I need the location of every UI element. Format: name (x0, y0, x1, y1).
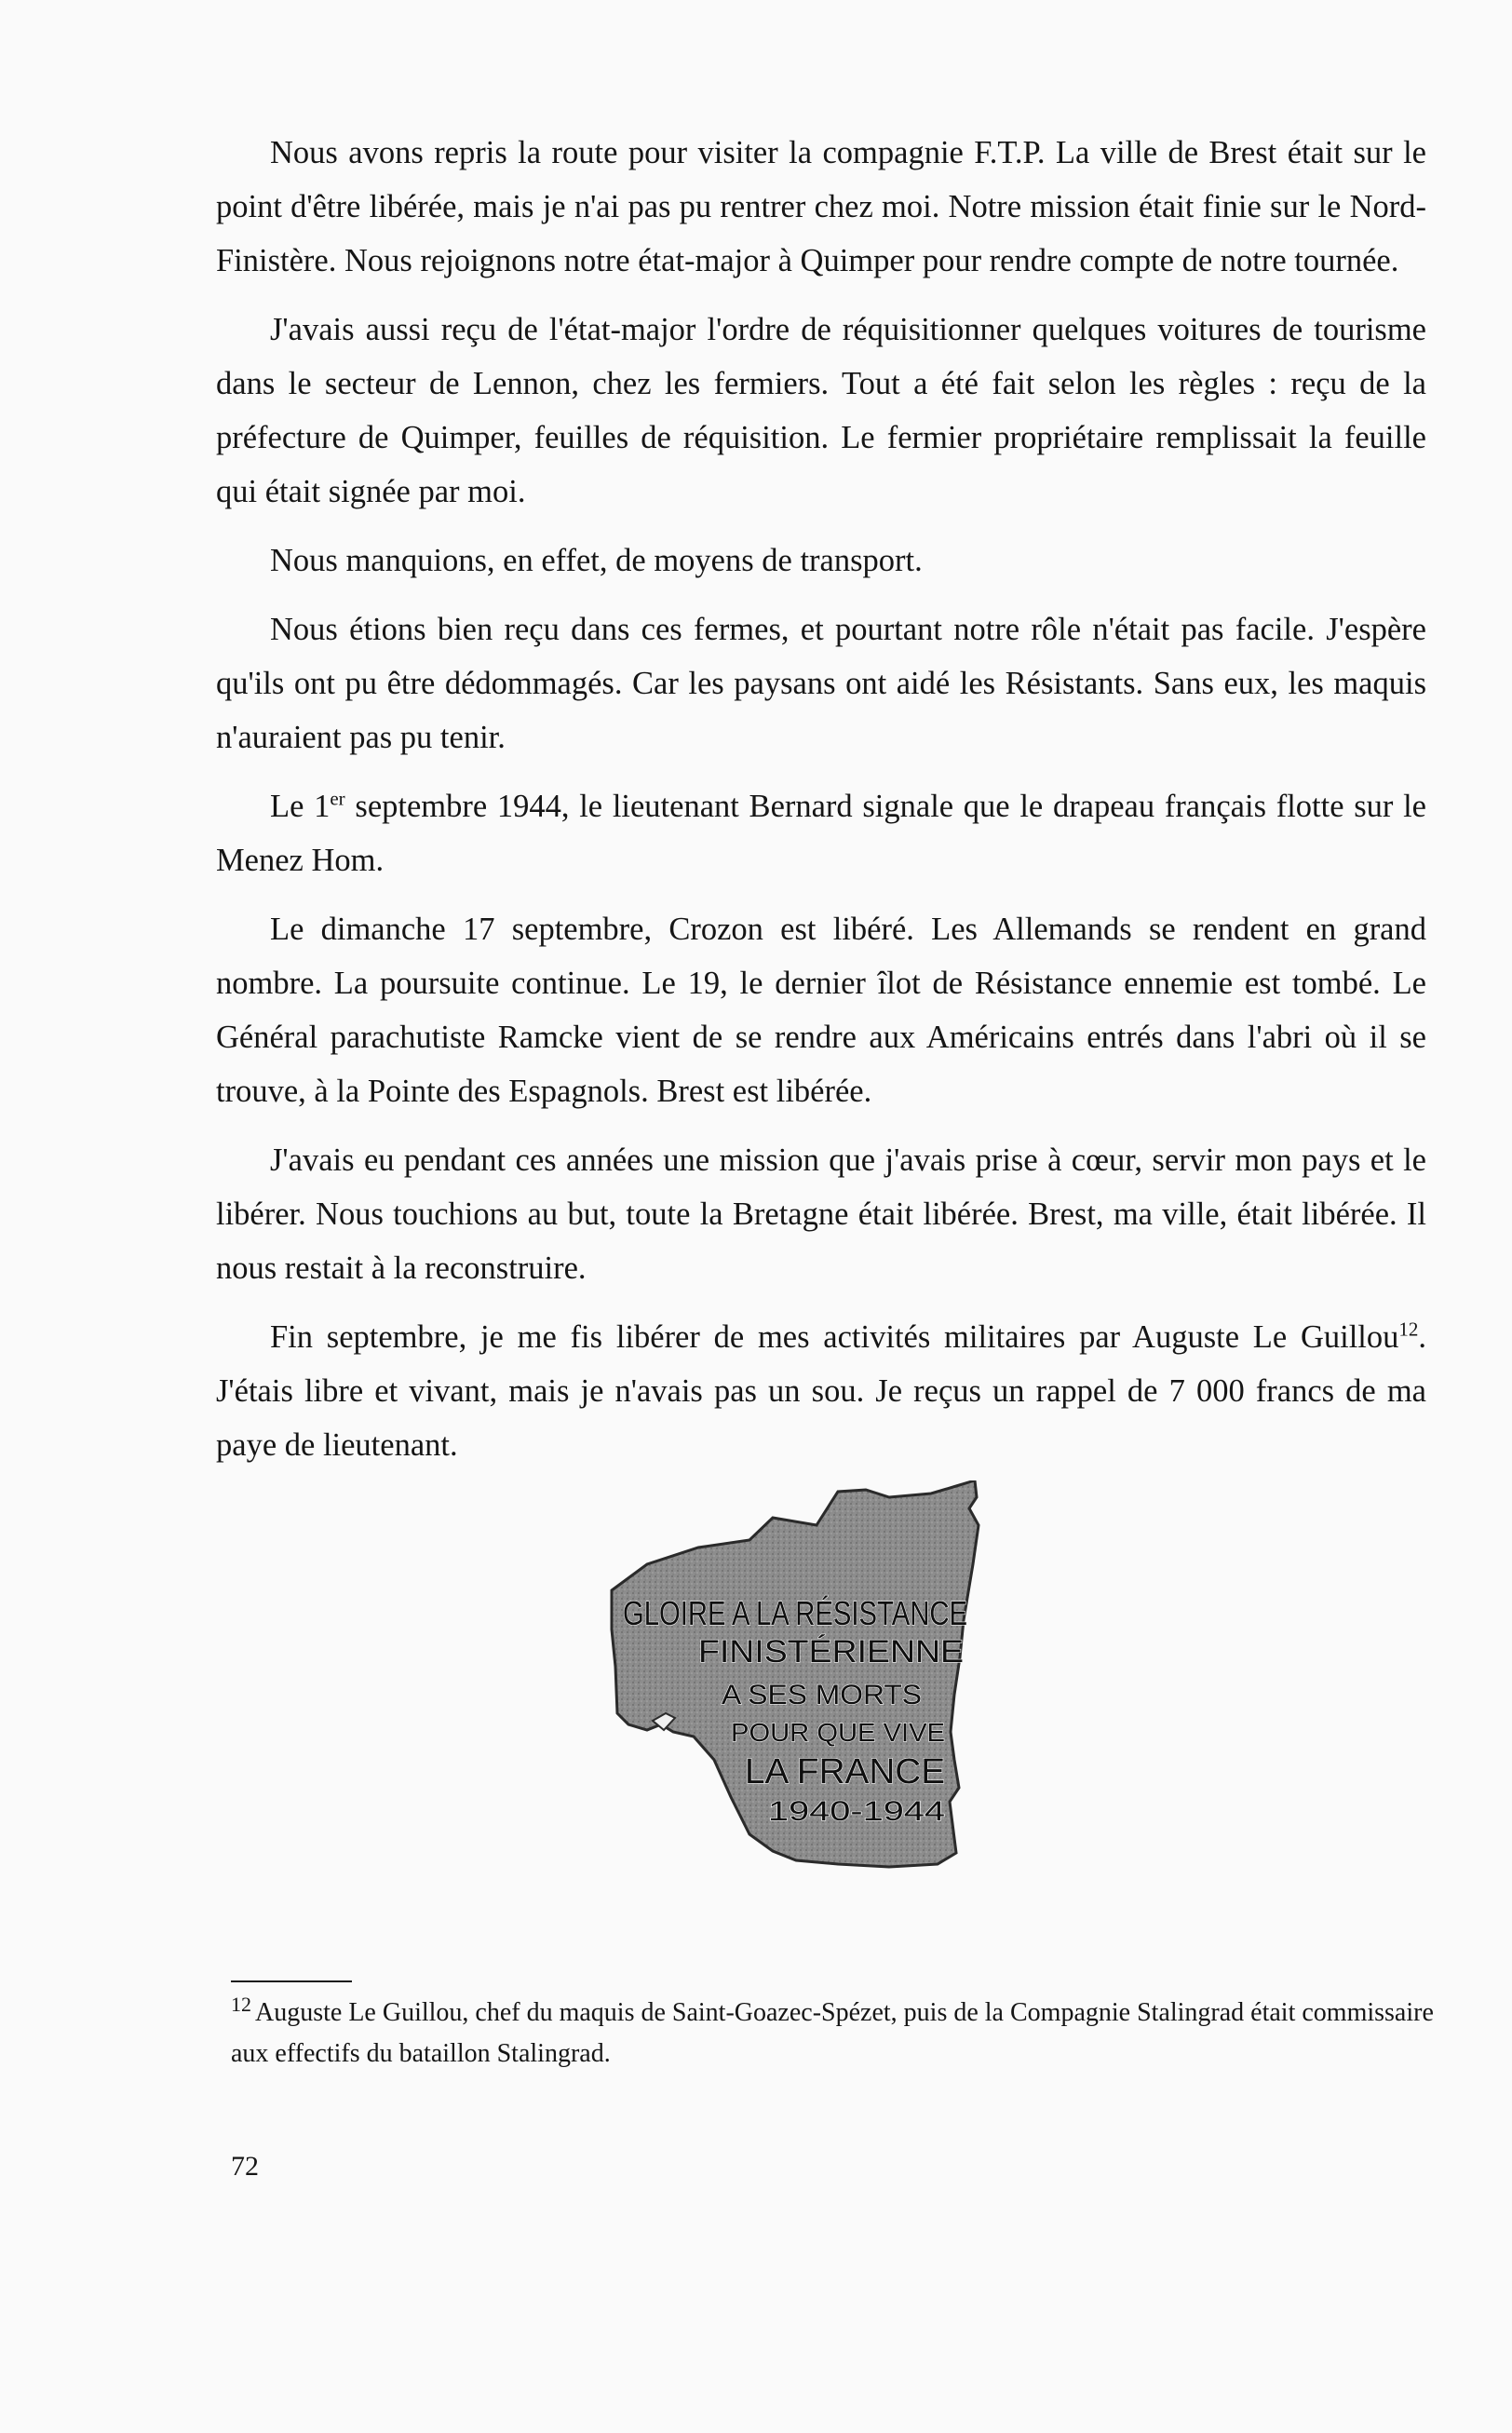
footnote-number: 12 (231, 1992, 251, 2016)
paragraph-8-start: Fin septembre, je me fis libérer de mes activités militaires par Auguste Le Guillou (270, 1319, 1399, 1355)
paragraph-5-end: septembre 1944, le lieutenant Bernard signale que le drapeau français flotte sur le Menez Hom. (216, 789, 1426, 878)
inscription-line-2: FINISTÉRIENNE (698, 1634, 964, 1669)
body-text (216, 126, 1426, 1472)
paragraph-1: Nous avons repris la route pour visiter la compagnie F.T.P. La ville de Brest était sur le point d'être libérée, mais je n'ai pas pu rentrer chez moi. Notre mission était finie sur le Nord-Finistère. Nous rejoignons notre état-major à Quimper pour rendre compte de notre tournée. (216, 135, 1426, 278)
footnote (231, 1993, 1469, 2075)
inscription-line-1: GLOIRE A LA RÉSISTANCE (623, 1594, 967, 1632)
inscription-line-5: LA FRANCE (745, 1752, 945, 1791)
page-number: 72 (231, 2151, 259, 2182)
memorial-stone-drawing (610, 1480, 1071, 1872)
inscription-line-6: 1940-1944 (768, 1796, 945, 1827)
paragraph-3: Nous manquions, en effet, de moyens de transport. (270, 543, 923, 578)
footnote-text: Auguste Le Guillou, chef du maquis de Saint-Goazec-Spézet, puis de la Compagnie Stalingrad était commissaire aux effectifs du bataillon Stalingrad. (231, 1998, 1434, 2068)
paragraph-6: Le dimanche 17 septembre, Crozon est libéré. Les Allemands se rendent en grand nombre. La poursuite continue. Le 19, le dernier îlot de Résistance ennemie est tombé. Le Général parachutiste Ramcke vient de se rendre aux Américains entrés dans l'abri où il se trouve, à la Pointe des Espagnols. Brest est libérée. (216, 912, 1426, 1109)
ordinal-superscript: er (330, 787, 345, 810)
inscription-line-3: A SES MORTS (722, 1680, 922, 1710)
paragraph-5 (216, 779, 1426, 887)
paragraph-7: J'avais eu pendant ces années une mission que j'avais prise à cœur, servir mon pays et le libérer. Nous touchions au but, toute la Bretagne était libérée. Brest, ma ville, était libérée. Il nous restait à la reconstruire. (216, 1142, 1426, 1286)
footnote-entry (231, 1993, 1469, 2075)
memorial-stone-image (610, 1480, 1071, 1872)
paragraph-8 (216, 1310, 1426, 1472)
paragraph-4: Nous étions bien reçu dans ces fermes, et pourtant notre rôle n'était pas facile. J'espère qu'ils ont pu être dédommagés. Car les paysans ont aidé les Résistants. Sans eux, les maquis n'auraient pas pu tenir. (216, 612, 1426, 755)
paragraph-2: J'avais aussi reçu de l'état-major l'ordre de réquisitionner quelques voitures de tourisme dans le secteur de Lennon, chez les fermiers. Tout a été fait selon les règles : reçu de la préfecture de Quimper, feuilles de réquisition. Le fermier propriétaire remplissait la feuille qui était signée par moi. (216, 312, 1426, 509)
footnote-reference: 12 (1398, 1318, 1419, 1341)
paragraph-5-start: Le 1 (270, 789, 331, 824)
footnote-separator (231, 1980, 352, 1982)
paragraph-8-end: . J'étais libre et vivant, mais je n'avais pas un sou. Je reçus un rappel de 7 000 francs de ma paye de lieutenant. (216, 1319, 1426, 1463)
inscription-line-4: POUR QUE VIVE (731, 1718, 945, 1747)
